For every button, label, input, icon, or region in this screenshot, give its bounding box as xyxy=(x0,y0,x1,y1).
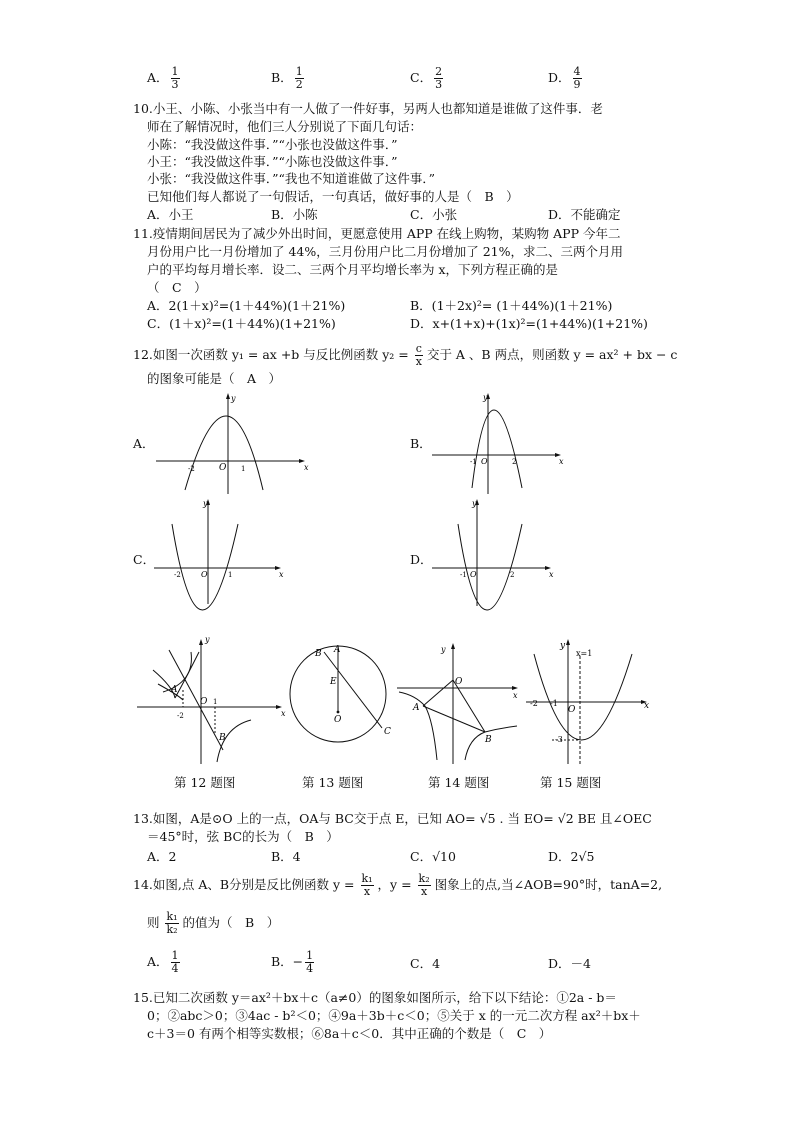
axis-y-label: y xyxy=(483,393,488,402)
fig12-point-a: A xyxy=(171,685,178,695)
q13-option-b: B．4 xyxy=(271,849,301,864)
fig13-point-a: A xyxy=(334,645,341,655)
q14-option-b xyxy=(271,950,314,975)
caption-fig13: 第 13 题图 xyxy=(302,775,364,790)
q11-option-a: A．2(1＋x)²=(1＋44%)(1＋21%) xyxy=(147,298,346,313)
axis-x-label: x xyxy=(549,570,554,579)
frac-num: k₂ xyxy=(418,872,430,885)
frac-num: 1 xyxy=(306,949,314,962)
frac-num: 1 xyxy=(171,65,179,78)
fig14-y-label: y xyxy=(441,645,446,654)
text-run: 图象上的点,当∠AOB=90°时，tanA=2, xyxy=(430,877,663,892)
graph-a xyxy=(150,392,310,496)
root-left: -1 xyxy=(460,571,467,579)
fig14-point-b: B xyxy=(485,735,492,745)
fig12-x-label: x xyxy=(281,709,286,718)
fig13-point-e: E xyxy=(330,677,337,687)
q15-line: 15.已知二次函数 y＝ax²＋bx＋c（a≠0）的图象如图所示，给下以下结论：①2a - b＝ xyxy=(133,990,617,1005)
fig15-x-label: x xyxy=(644,701,650,711)
option-label: B． xyxy=(271,70,293,85)
fig13-center-o: O xyxy=(334,715,342,725)
fig12-point-b: B xyxy=(219,733,226,743)
root-right: 2 xyxy=(512,458,517,466)
q12-label-d: D． xyxy=(410,552,433,567)
text-run: 12.如图一次函数 y₁ = ax +b 与反比例函数 y₂ = xyxy=(133,347,413,362)
fraction xyxy=(434,66,443,91)
figure-12 xyxy=(133,632,289,766)
text-run: 14.如图,点 A、B分别是反比例函数 y = xyxy=(133,877,359,892)
text-run: 则 xyxy=(147,915,164,930)
fraction xyxy=(165,911,178,936)
q14-option-a xyxy=(147,950,180,975)
q14-line xyxy=(133,872,662,898)
fig13-point-b: B xyxy=(315,649,322,659)
axis-x-label: x xyxy=(559,457,564,466)
root-left: -2 xyxy=(188,465,195,473)
frac-den: 9 xyxy=(573,78,581,91)
q10-line: 小王：“我没做这件事．”“小陈也没做这件事．” xyxy=(147,154,398,169)
option-label: B．− xyxy=(271,954,304,969)
frac-den: x xyxy=(415,355,422,368)
fig14-x-label: x xyxy=(513,691,518,700)
frac-num: k₁ xyxy=(166,910,178,923)
q10-option-d: D．不能确定 xyxy=(548,207,621,222)
fraction xyxy=(415,343,423,368)
q10-line: 小张：“我没做这件事．”“我也不知道谁做了这件事．” xyxy=(147,171,436,186)
q9-option-c xyxy=(410,66,443,91)
root-right: 1 xyxy=(241,465,246,473)
root-left: -1 xyxy=(470,458,477,466)
fraction xyxy=(573,66,582,91)
fig15-origin: O xyxy=(568,705,576,715)
root-left: -2 xyxy=(174,571,181,579)
fig15-symmetry-label: x=1 xyxy=(576,649,593,658)
fig14-point-a: A xyxy=(413,703,420,713)
caption-fig12: 第 12 题图 xyxy=(174,775,236,790)
q12-line: 的图象可能是（ A ） xyxy=(147,371,282,386)
option-label: A． xyxy=(147,954,169,969)
frac-den: 2 xyxy=(295,78,303,91)
fraction xyxy=(171,950,180,975)
figure-14 xyxy=(395,640,525,768)
q14-line xyxy=(147,910,279,936)
origin-label: O xyxy=(219,463,227,473)
fig15-tick-m1: -1 xyxy=(550,699,558,708)
option-label: A． xyxy=(147,70,169,85)
q13-option-c: C．√10 xyxy=(410,849,456,864)
axis-x-label: x xyxy=(304,463,309,472)
q12-line xyxy=(133,343,677,368)
frac-den: 4 xyxy=(171,962,179,975)
text-run: ，y = xyxy=(373,877,416,892)
origin-label: O xyxy=(470,570,477,579)
q9-option-b xyxy=(271,66,304,91)
fraction xyxy=(171,66,180,91)
fig12-tick-m2: -2 xyxy=(177,712,184,720)
axis-x-label: x xyxy=(279,570,284,579)
q12-label-a: A． xyxy=(133,436,155,451)
root-right: 2 xyxy=(510,571,515,579)
graph-c xyxy=(150,496,290,606)
q15-line: c＋3＝0 有两个相等实数根；⑥8a＋c＜0．其中正确的个数是（ C ） xyxy=(147,1026,552,1041)
q12-label-c: C． xyxy=(133,552,156,567)
q10-line: 10.小王、小陈、小张当中有一人做了一件好事，另两人也都知道是谁做了这件事．老 xyxy=(133,101,603,116)
q9-option-d xyxy=(548,66,582,91)
caption-fig15: 第 15 题图 xyxy=(540,775,602,790)
q12-label-b: B． xyxy=(410,436,432,451)
figure-15 xyxy=(522,636,654,768)
q13-option-d: D．2√5 xyxy=(548,849,595,864)
q11-option-c: C．(1＋x)²=(1＋44%)(1+21%) xyxy=(147,316,336,331)
graph-d xyxy=(430,496,570,608)
axis-y-label: y xyxy=(231,394,236,403)
frac-den: 4 xyxy=(306,962,314,975)
q10-option-b: B．小陈 xyxy=(271,207,318,222)
fraction xyxy=(295,66,304,91)
fig12-tick-1: 1 xyxy=(213,698,218,706)
axis-y-label: y xyxy=(472,499,477,508)
q13-line: 13.如图，A是⊙O 上的一点，OA与 BC交于点 E，已知 AO= √5 . 当 EO= √2 BE 且∠OEC xyxy=(133,811,652,826)
q13-line: ＝45°时，弦 BC的长为（ B ） xyxy=(147,829,339,844)
fig12-y-label: y xyxy=(205,635,210,644)
frac-den: x xyxy=(420,885,428,898)
fraction xyxy=(305,950,314,975)
figure-13 xyxy=(288,642,398,746)
frac-num: 1 xyxy=(295,65,303,78)
q11-option-d: D．x+(1+x)+(1x)²=(1+44%)(1+21%) xyxy=(410,316,648,331)
fig14-origin: O xyxy=(455,677,463,687)
frac-den: x xyxy=(363,885,371,898)
fig12-origin: O xyxy=(200,697,208,707)
fig15-tick-m3: -3 xyxy=(555,735,563,744)
frac-num: c xyxy=(415,342,422,355)
fraction xyxy=(418,873,431,898)
q14-option-c: C．4 xyxy=(410,956,441,971)
frac-den: k₂ xyxy=(166,923,178,936)
fig15-y-label: y xyxy=(560,641,566,651)
graph-b xyxy=(430,392,570,496)
q11-line: 月份用户比一月份增加了 44%，三月份用户比二月份增加了 21%，求二、三两个月用 xyxy=(147,244,624,259)
frac-num: k₁ xyxy=(361,872,373,885)
frac-num: 2 xyxy=(435,65,443,78)
q11-option-b: B．(1＋2x)²= (1＋44%)(1＋21%) xyxy=(410,298,613,313)
q10-line: 小陈：“我没做这件事．”“小张也没做这件事．” xyxy=(147,137,398,152)
fraction xyxy=(361,873,374,898)
q10-line: 已知他们每人都说了一句假话，一句真话，做好事的人是（ B ） xyxy=(147,189,519,204)
fig15-tick-m2: -2 xyxy=(530,699,538,708)
q11-line: 户的平均每月增长率．设二、三两个月平均增长率为 x，下列方程正确的是 xyxy=(147,262,559,277)
q11-line: 11.疫情期间居民为了减少外出时间，更愿意使用 APP 在线上购物，某购物 APP 今年二 xyxy=(133,226,621,241)
q11-line: （ C ） xyxy=(147,280,207,295)
q10-option-c: C．小张 xyxy=(410,207,458,222)
q15-line: 0；②abc＞0；③4ac - b²＜0；④9a＋3b＋c＜0；⑤关于 x 的一元二次方程 ax²＋bx＋ xyxy=(147,1008,641,1023)
q14-option-d: D．－4 xyxy=(548,956,591,971)
text-run: 的值为（ B ） xyxy=(178,915,280,930)
frac-num: 4 xyxy=(573,65,581,78)
origin-label: O xyxy=(201,570,208,579)
fig13-point-c: C xyxy=(384,727,391,737)
q13-option-a: A．2 xyxy=(147,849,177,864)
q9-option-a xyxy=(147,66,180,91)
origin-label: O xyxy=(481,457,488,466)
axis-y-label: y xyxy=(203,499,208,508)
frac-den: 3 xyxy=(171,78,179,91)
root-right: 1 xyxy=(228,571,233,579)
q10-option-a: A．小王 xyxy=(147,207,194,222)
text-run: 交于 A 、B 两点，则函数 y = ax² + bx − c xyxy=(422,347,678,362)
frac-num: 1 xyxy=(171,949,179,962)
option-label: C． xyxy=(410,70,433,85)
q10-line: 师在了解情况时，他们三人分别说了下面几句话： xyxy=(147,119,423,134)
frac-den: 3 xyxy=(435,78,443,91)
caption-fig14: 第 14 题图 xyxy=(428,775,490,790)
option-label: D． xyxy=(548,70,571,85)
